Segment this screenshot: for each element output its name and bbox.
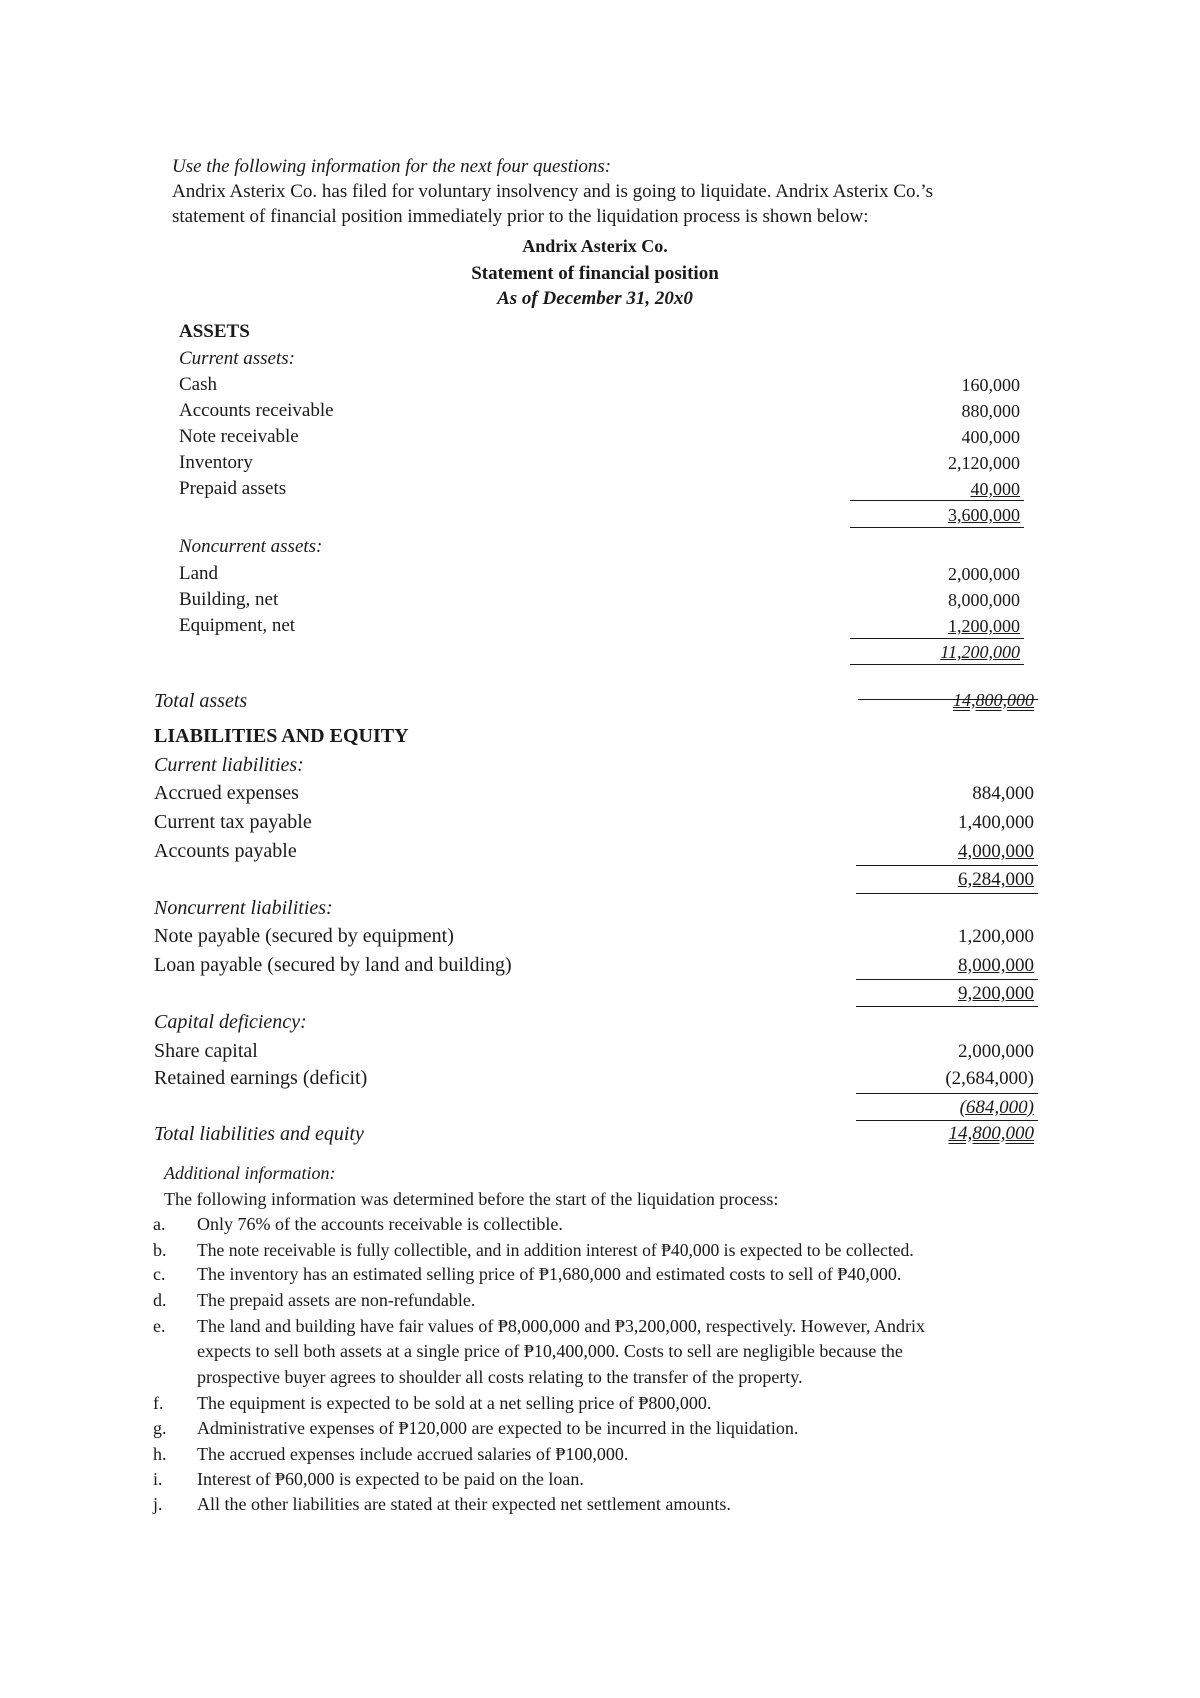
asset-amount: 2,000,000	[948, 564, 1020, 584]
asset-label: Land	[179, 563, 219, 584]
info-item: The inventory has an estimated selling price of ₱1,680,000 and estimated costs to sell of ₱40,000.	[197, 1264, 902, 1284]
item-letter: i.	[153, 1469, 163, 1489]
subtotal-rule	[856, 1006, 1038, 1007]
liability-amount: 884,000	[972, 783, 1034, 804]
subtotal-rule	[850, 638, 1024, 639]
liability-label: Current tax payable	[154, 811, 312, 833]
noncurrent-liabilities-total: 9,200,000	[958, 983, 1034, 1004]
asset-label: Inventory	[179, 452, 253, 473]
info-item-continuation: expects to sell both assets at a single price of ₱10,400,000. Costs to sell are negligible because the	[197, 1341, 903, 1361]
asset-amount: 400,000	[961, 427, 1020, 447]
item-letter: g.	[153, 1418, 167, 1438]
instruction-text: Use the following information for the next four questions:	[172, 156, 612, 177]
liability-amount: 4,000,000	[958, 841, 1034, 862]
equity-amount: (2,684,000)	[945, 1068, 1034, 1089]
current-assets-total: 3,600,000	[948, 505, 1020, 525]
item-letter: e.	[153, 1316, 166, 1336]
current-liabilities-total: 6,284,000	[958, 869, 1034, 890]
asset-amount: 2,120,000	[948, 453, 1020, 473]
item-letter: f.	[153, 1393, 164, 1413]
info-item: All the other liabilities are stated at their expected net settlement amounts.	[197, 1494, 731, 1514]
capital-deficiency-heading: Capital deficiency:	[154, 1011, 307, 1033]
subtotal-rule	[856, 865, 1038, 866]
asset-label: Note receivable	[179, 426, 299, 447]
equity-label: Share capital	[154, 1040, 258, 1062]
liabilities-heading: LIABILITIES AND EQUITY	[154, 725, 409, 747]
item-letter: c.	[153, 1264, 166, 1284]
total-liabilities-equity-label: Total liabilities and equity	[154, 1123, 364, 1145]
item-letter: b.	[153, 1240, 167, 1260]
subtotal-rule	[850, 527, 1024, 528]
item-letter: a.	[153, 1214, 166, 1234]
additional-info-intro: The following information was determined before the start of the liquidation process:	[164, 1189, 779, 1209]
asset-amount: 160,000	[961, 375, 1020, 395]
info-item: Only 76% of the accounts receivable is collectible.	[197, 1214, 563, 1234]
subtotal-rule	[850, 500, 1024, 501]
total-assets-amount: 14,800,000	[953, 690, 1034, 710]
liability-amount: 1,200,000	[958, 926, 1034, 947]
assets-heading: ASSETS	[179, 321, 250, 342]
asset-amount: 1,200,000	[948, 616, 1020, 636]
subtotal-rule	[856, 893, 1038, 894]
asset-label: Prepaid assets	[179, 478, 287, 499]
intro-line-2: statement of financial position immediately prior to the liquidation process is shown below:	[172, 206, 869, 227]
current-assets-heading: Current assets:	[179, 348, 295, 369]
asset-amount: 8,000,000	[948, 590, 1020, 610]
info-item: The prepaid assets are non-refundable.	[197, 1290, 476, 1310]
intro-line-1: Andrix Asterix Co. has filed for voluntary insolvency and is going to liquidate. Andrix Asterix Co.’s	[172, 181, 933, 202]
liability-label: Accrued expenses	[154, 782, 299, 804]
asset-amount: 880,000	[961, 401, 1020, 421]
additional-info-heading: Additional information:	[164, 1163, 336, 1183]
noncurrent-liabilities-heading: Noncurrent liabilities:	[154, 897, 333, 919]
total-assets-label: Total assets	[154, 690, 248, 712]
subtotal-rule	[850, 664, 1024, 665]
liability-label: Accounts payable	[154, 840, 297, 862]
subtotal-rule	[856, 979, 1038, 980]
statement-date: As of December 31, 20x0	[497, 288, 693, 309]
asset-label: Building, net	[179, 589, 279, 610]
asset-label: Equipment, net	[179, 615, 296, 636]
equity-label: Retained earnings (deficit)	[154, 1067, 368, 1089]
asset-amount: 40,000	[970, 479, 1020, 499]
info-item: Interest of ₱60,000 is expected to be paid on the loan.	[197, 1469, 584, 1489]
equity-amount: 2,000,000	[958, 1041, 1034, 1062]
info-item: The equipment is expected to be sold at a net selling price of ₱800,000.	[197, 1393, 712, 1413]
statement-title: Statement of financial position	[471, 263, 719, 284]
info-item: The land and building have fair values of ₱8,000,000 and ₱3,200,000, respectively. However, Andrix	[197, 1316, 925, 1336]
company-name: Andrix Asterix Co.	[522, 236, 668, 256]
subtotal-rule	[856, 1093, 1038, 1094]
total-liabilities-equity-amount: 14,800,000	[948, 1123, 1034, 1144]
asset-label: Accounts receivable	[179, 400, 334, 421]
noncurrent-assets-heading: Noncurrent assets:	[179, 536, 323, 557]
liability-amount: 8,000,000	[958, 955, 1034, 976]
asset-label: Cash	[179, 374, 217, 395]
info-item-continuation: prospective buyer agrees to shoulder all costs relating to the transfer of the property.	[197, 1367, 803, 1387]
info-item: The accrued expenses include accrued salaries of ₱100,000.	[197, 1444, 629, 1464]
liability-label: Note payable (secured by equipment)	[154, 925, 454, 947]
item-letter: j.	[153, 1494, 163, 1514]
capital-deficiency-total: (684,000)	[959, 1097, 1034, 1118]
info-item: Administrative expenses of ₱120,000 are expected to be incurred in the liquidation.	[197, 1418, 799, 1438]
info-item: The note receivable is fully collectible, and in addition interest of ₱40,000 is expected to be collected.	[197, 1240, 914, 1260]
subtotal-rule	[856, 1120, 1038, 1121]
current-liabilities-heading: Current liabilities:	[154, 754, 304, 776]
noncurrent-assets-total: 11,200,000	[940, 642, 1020, 662]
liability-label: Loan payable (secured by land and building)	[154, 954, 512, 976]
liability-amount: 1,400,000	[958, 812, 1034, 833]
item-letter: h.	[153, 1444, 167, 1464]
item-letter: d.	[153, 1290, 167, 1310]
